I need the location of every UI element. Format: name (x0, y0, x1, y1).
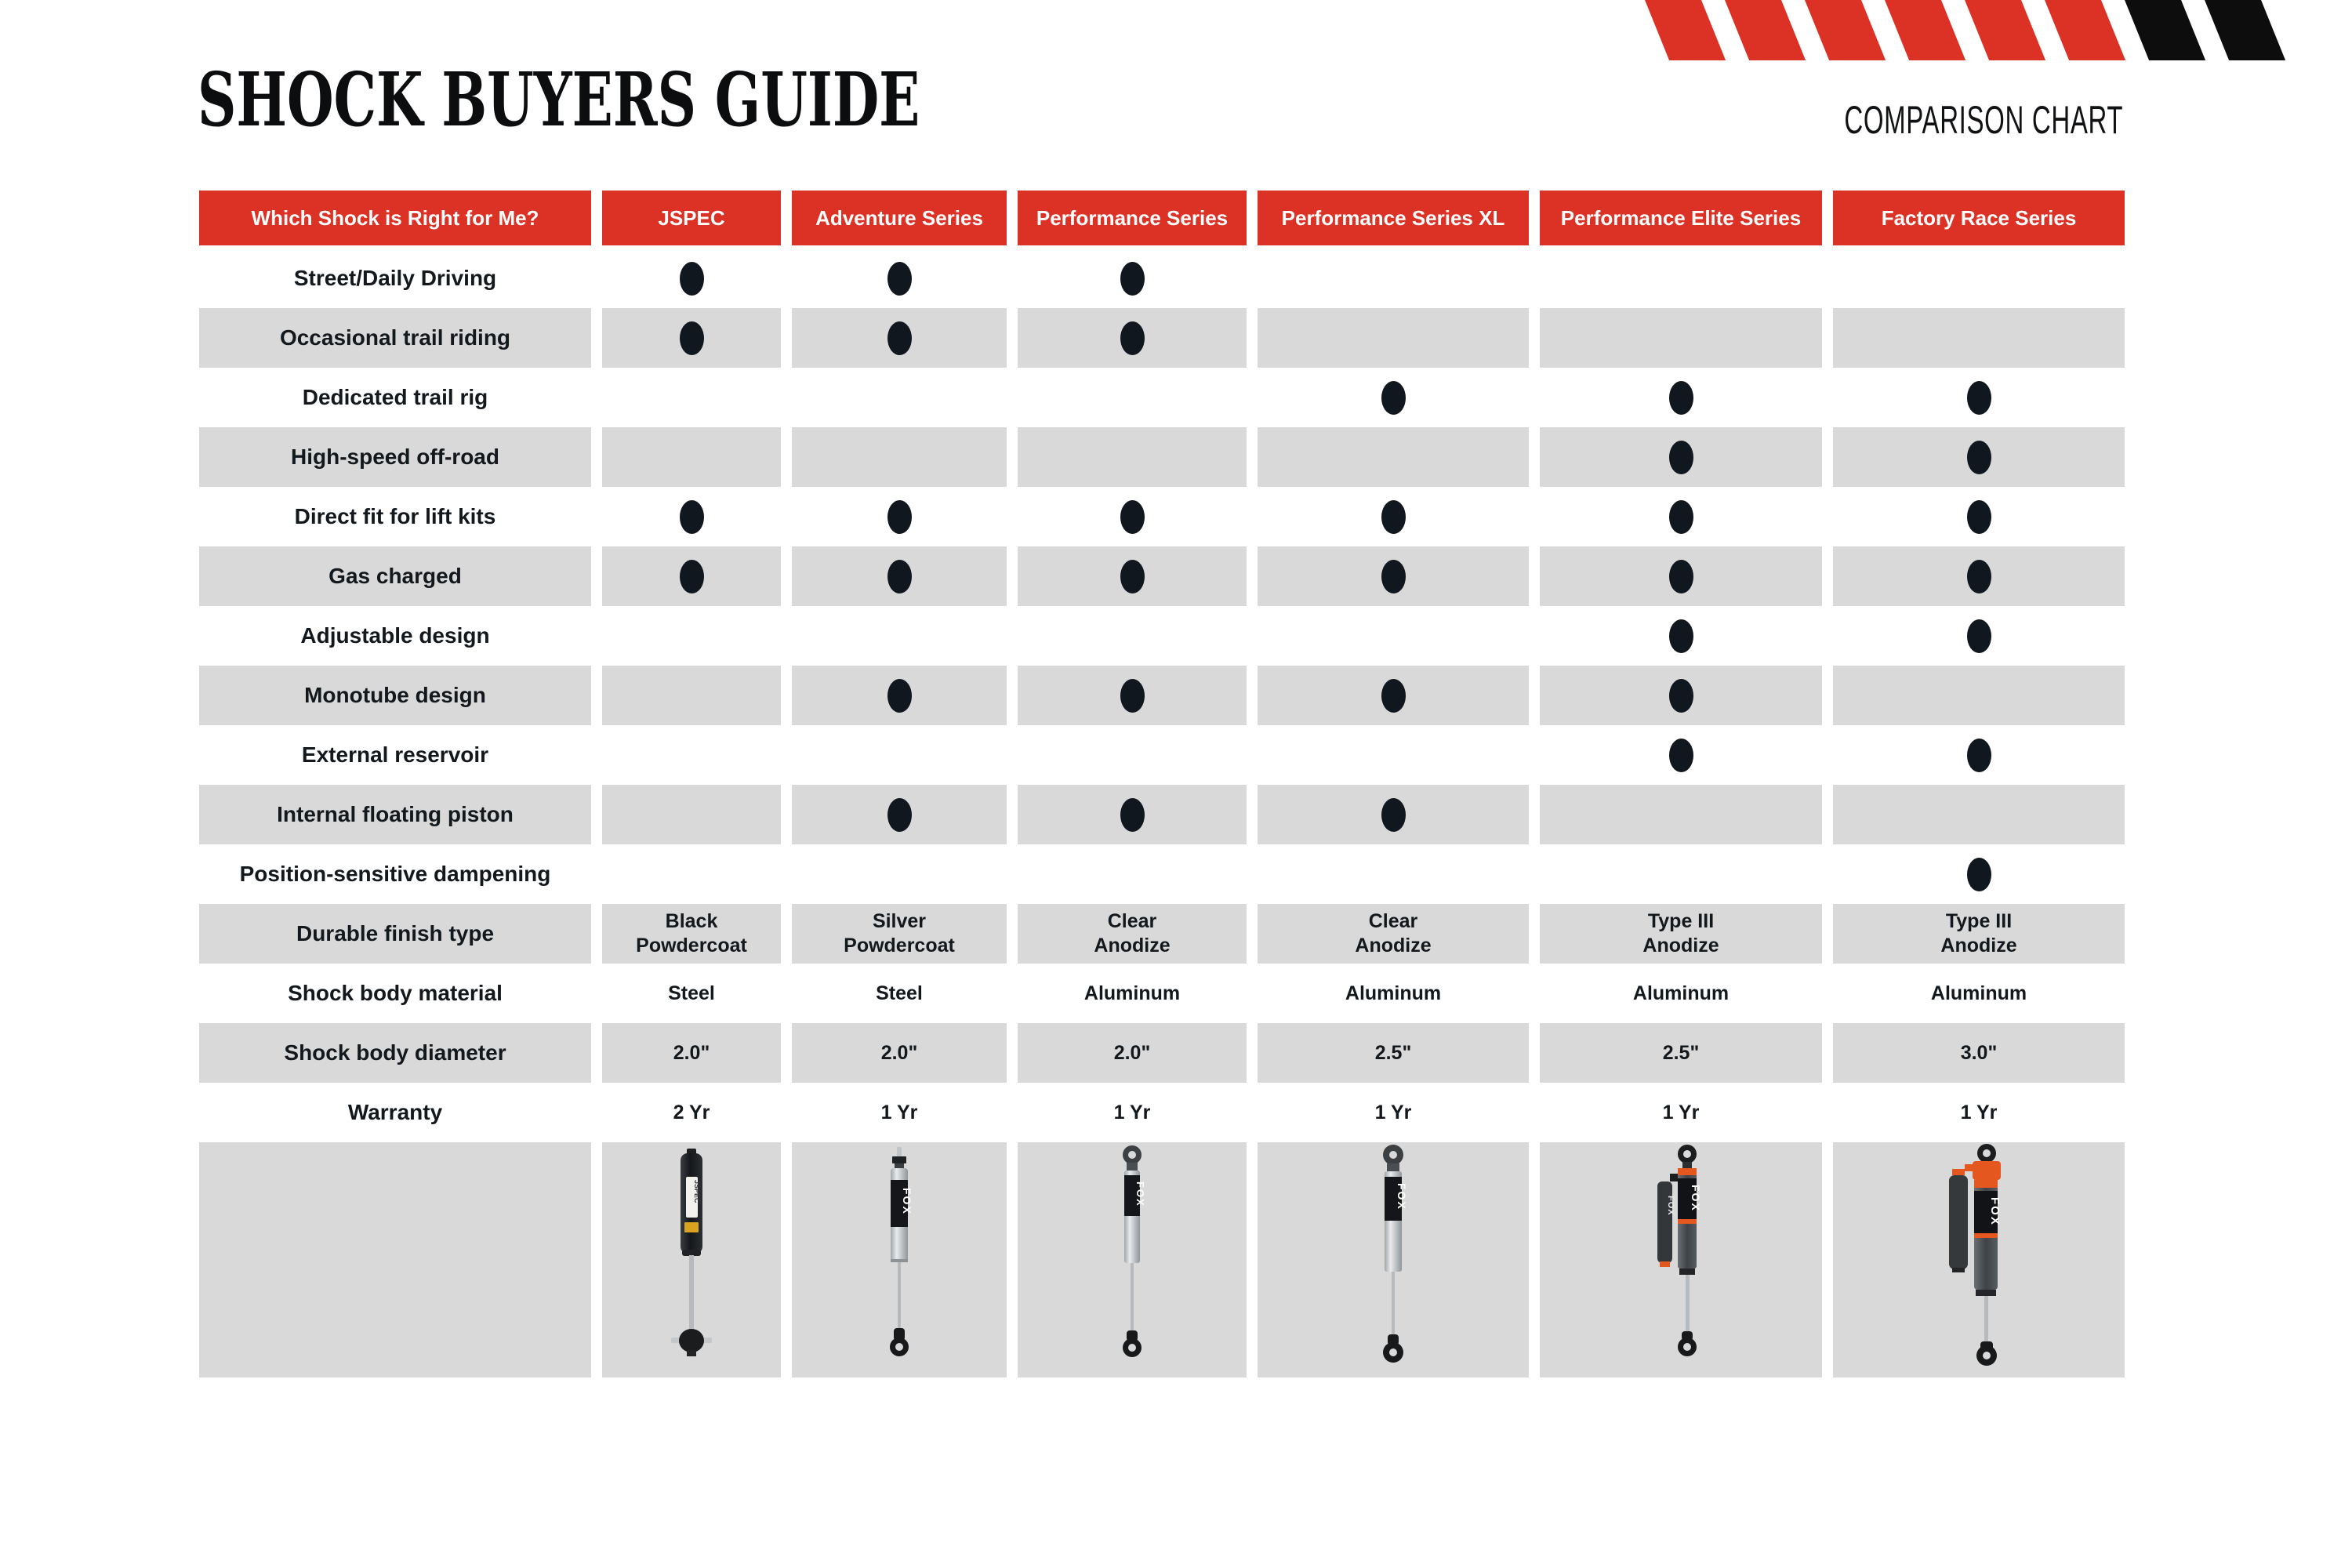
feature-dot-cell (792, 487, 1007, 546)
feature-row (199, 546, 2125, 606)
feature-label: High-speed off-road (199, 427, 591, 487)
spec-value-cell (602, 1023, 781, 1083)
filled-dot-icon (1967, 441, 1991, 474)
feature-empty-cell (602, 725, 781, 785)
svg-text:FOX: FOX (1396, 1182, 1408, 1210)
spec-value: Anodize (1355, 935, 1432, 956)
filled-dot-icon (887, 262, 912, 296)
svg-text:FOX: FOX (1690, 1184, 1702, 1212)
feature-empty-cell (1540, 308, 1822, 368)
spec-value-cell (1540, 964, 1822, 1023)
comparison-table (199, 191, 2125, 1377)
red-diagonal-stripe (1725, 0, 1806, 60)
feature-dot-cell (1540, 427, 1822, 487)
feature-dot-cell (1540, 546, 1822, 606)
spec-value: Type III (1647, 910, 1715, 932)
spec-value-cell (1018, 964, 1247, 1023)
feature-empty-cell (792, 725, 1007, 785)
red-diagonal-stripe (1645, 0, 1726, 60)
product-image-cell (792, 1142, 1007, 1377)
feature-empty-cell (1540, 249, 1822, 308)
spec-label: Durable finish type (199, 904, 591, 964)
feature-dot-cell (792, 785, 1007, 844)
spec-value-cell (1258, 964, 1529, 1023)
header-row (199, 191, 2125, 245)
filled-dot-icon (1669, 619, 1693, 653)
spec-value: 1 Yr (1374, 1101, 1412, 1123)
feature-dot-cell (1018, 785, 1247, 844)
spec-value: 1 Yr (880, 1101, 918, 1123)
spec-value: 1 Yr (1113, 1101, 1151, 1123)
feature-empty-cell (1018, 725, 1247, 785)
filled-dot-icon (1120, 560, 1145, 593)
filled-dot-icon (1120, 500, 1145, 534)
spec-row (199, 1023, 2125, 1083)
product-column-header: Performance Series XL (1258, 191, 1529, 245)
spec-value-cell (1540, 904, 1822, 964)
spec-value-cell (792, 1083, 1007, 1142)
red-diagonal-stripe (2045, 0, 2125, 60)
feature-dot-cell (1258, 785, 1529, 844)
feature-empty-cell (1258, 606, 1529, 666)
feature-dot-cell (1018, 546, 1247, 606)
spec-value: Clear (1368, 910, 1418, 932)
feature-dot-cell (1540, 666, 1822, 725)
filled-dot-icon (1381, 798, 1406, 832)
filled-dot-icon (1381, 560, 1406, 593)
spec-label: Warranty (347, 1100, 443, 1124)
spec-value: Aluminum (1083, 982, 1181, 1004)
filled-dot-icon (887, 321, 912, 355)
spec-value: Type III (1945, 910, 2013, 932)
product-image-cell (1258, 1142, 1529, 1377)
red-diagonal-stripe (1965, 0, 2045, 60)
feature-empty-cell (602, 427, 781, 487)
svg-text:FOX: FOX (1666, 1195, 1675, 1216)
spec-row (199, 1083, 2125, 1142)
feature-empty-cell (792, 368, 1007, 427)
feature-empty-cell (1833, 308, 2125, 368)
feature-row (199, 427, 2125, 487)
filled-dot-icon (887, 560, 912, 593)
feature-label: Internal floating piston (199, 785, 591, 844)
feature-dot-cell (792, 308, 1007, 368)
feature-label: Adjustable design (300, 623, 490, 648)
spec-value: 3.0" (1960, 1041, 1998, 1064)
feature-dot-cell (1540, 725, 1822, 785)
feature-label: Position-sensitive dampening (239, 862, 551, 886)
feature-dot-cell (1833, 487, 2125, 546)
spec-value: 2.5" (1374, 1041, 1412, 1064)
feature-dot-cell (1258, 368, 1529, 427)
product-column-header: JSPEC (602, 191, 781, 245)
svg-text:FOX: FOX (1134, 1181, 1146, 1207)
spec-row (199, 964, 2125, 1023)
spec-value: Aluminum (1632, 982, 1730, 1004)
stripe-decoration (1645, 0, 2352, 60)
feature-label: Direct fit for lift kits (294, 504, 496, 528)
spec-row (199, 904, 2125, 964)
spec-value: 2.5" (1662, 1041, 1700, 1064)
filled-dot-icon (1120, 679, 1145, 713)
product-column-header: Adventure Series (792, 191, 1007, 245)
filled-dot-icon (680, 321, 704, 355)
feature-empty-cell (1258, 308, 1529, 368)
filled-dot-icon (1967, 739, 1991, 772)
page-title: SHOCK BUYERS GUIDE (198, 56, 920, 143)
filled-dot-icon (1120, 321, 1145, 355)
feature-dot-cell (1258, 487, 1529, 546)
filled-dot-icon (1967, 858, 1991, 891)
feature-dot-cell (1540, 487, 1822, 546)
spec-value: Powdercoat (636, 935, 747, 956)
product-image-cell (1833, 1142, 2125, 1377)
feature-row (199, 785, 2125, 844)
feature-dot-cell (602, 308, 781, 368)
feature-dot-cell (602, 546, 781, 606)
feature-empty-cell (602, 368, 781, 427)
filled-dot-icon (1967, 560, 1991, 593)
feature-empty-cell (1833, 785, 2125, 844)
red-diagonal-stripe (1885, 0, 1965, 60)
performance-series-xl-shock-image (1334, 1144, 1452, 1377)
spec-value-cell (1258, 1023, 1529, 1083)
spec-value: 1 Yr (1960, 1101, 1998, 1123)
feature-empty-cell (1258, 427, 1529, 487)
feature-dot-cell (1833, 844, 2125, 904)
filled-dot-icon (680, 262, 704, 296)
adventure-series-shock-image (840, 1144, 958, 1377)
spec-value-cell (1258, 1083, 1529, 1142)
spec-value-cell (602, 964, 781, 1023)
feature-dot-cell (792, 249, 1007, 308)
black-diagonal-stripe (2125, 0, 2205, 60)
feature-dot-cell (1018, 666, 1247, 725)
spec-value-cell (602, 1083, 781, 1142)
feature-dot-cell (1833, 368, 2125, 427)
feature-empty-cell (1018, 844, 1247, 904)
spec-label: Shock body diameter (199, 1023, 591, 1083)
filled-dot-icon (1120, 798, 1145, 832)
feature-empty-cell (792, 427, 1007, 487)
svg-text:JSPEC: JSPEC (693, 1179, 701, 1203)
svg-text:FOX: FOX (901, 1187, 913, 1215)
product-column-header: Factory Race Series (1833, 191, 2125, 245)
spec-value-cell (1833, 964, 2125, 1023)
spec-value-cell (1833, 1023, 2125, 1083)
spec-value: Steel (876, 982, 923, 1004)
feature-label: Occasional trail riding (199, 308, 591, 368)
feature-row (199, 249, 2125, 308)
spec-value: Steel (668, 982, 715, 1004)
feature-dot-cell (1540, 606, 1822, 666)
feature-dot-cell (792, 666, 1007, 725)
feature-dot-cell (1540, 368, 1822, 427)
spec-value-cell (1833, 1083, 2125, 1142)
spec-value-cell (1258, 904, 1529, 964)
feature-empty-cell (602, 844, 781, 904)
spec-value: Black (665, 910, 718, 932)
spec-value-cell (1018, 1023, 1247, 1083)
spec-value-cell (1018, 1083, 1247, 1142)
filled-dot-icon (887, 679, 912, 713)
feature-empty-cell (1540, 844, 1822, 904)
spec-value-cell (602, 904, 781, 964)
filled-dot-icon (887, 798, 912, 832)
product-row-label-cell (199, 1142, 591, 1377)
black-diagonal-stripe (2205, 0, 2285, 60)
spec-value: 2 Yr (673, 1101, 710, 1123)
feature-column-header: Which Shock is Right for Me? (199, 191, 591, 245)
feature-row (199, 606, 2125, 666)
performance-elite-series-shock-image (1622, 1144, 1740, 1377)
feature-row (199, 725, 2125, 785)
filled-dot-icon (1669, 739, 1693, 772)
spec-value: Anodize (1940, 935, 2017, 956)
feature-empty-cell (1833, 666, 2125, 725)
feature-row (199, 308, 2125, 368)
feature-dot-cell (792, 546, 1007, 606)
feature-empty-cell (1018, 606, 1247, 666)
product-column-header: Performance Series (1018, 191, 1247, 245)
filled-dot-icon (1669, 679, 1693, 713)
feature-label: Gas charged (199, 546, 591, 606)
svg-text:FOX: FOX (1988, 1196, 2002, 1226)
feature-dot-cell (1258, 666, 1529, 725)
product-column-header: Performance Elite Series (1540, 191, 1822, 245)
filled-dot-icon (1967, 619, 1991, 653)
feature-label: Street/Daily Driving (293, 266, 497, 290)
spec-value-cell (1540, 1023, 1822, 1083)
feature-empty-cell (792, 844, 1007, 904)
feature-dot-cell (1833, 427, 2125, 487)
feature-row (199, 368, 2125, 427)
spec-value-cell (1833, 904, 2125, 964)
spec-value: 2.0" (880, 1041, 918, 1064)
feature-dot-cell (1018, 308, 1247, 368)
feature-label: Dedicated trail rig (302, 385, 488, 409)
feature-empty-cell (602, 666, 781, 725)
feature-empty-cell (1258, 725, 1529, 785)
spec-value: Aluminum (1930, 982, 2027, 1004)
feature-empty-cell (1833, 249, 2125, 308)
factory-race-series-shock-image (1920, 1144, 2038, 1377)
feature-dot-cell (602, 487, 781, 546)
filled-dot-icon (1381, 381, 1406, 415)
feature-dot-cell (602, 249, 781, 308)
feature-row (199, 666, 2125, 725)
spec-value: Powdercoat (844, 935, 955, 956)
filled-dot-icon (1381, 500, 1406, 534)
spec-value-cell (792, 964, 1007, 1023)
filled-dot-icon (1669, 441, 1693, 474)
feature-empty-cell (1018, 368, 1247, 427)
feature-dot-cell (1018, 249, 1247, 308)
spec-value-cell (1018, 904, 1247, 964)
filled-dot-icon (680, 560, 704, 593)
spec-value: 1 Yr (1662, 1101, 1700, 1123)
spec-value-cell (1540, 1083, 1822, 1142)
page-subtitle: COMPARISON CHART (1844, 98, 2123, 142)
spec-value: Clear (1107, 910, 1157, 932)
spec-value-cell (792, 904, 1007, 964)
product-image-row (199, 1142, 2125, 1377)
spec-value: Aluminum (1345, 982, 1442, 1004)
spec-value: 2.0" (1113, 1041, 1151, 1064)
filled-dot-icon (1669, 500, 1693, 534)
feature-empty-cell (1018, 427, 1247, 487)
feature-empty-cell (792, 606, 1007, 666)
product-image-cell (1540, 1142, 1822, 1377)
product-image-cell (1018, 1142, 1247, 1377)
filled-dot-icon (887, 500, 912, 534)
feature-label: External reservoir (301, 742, 489, 767)
feature-empty-cell (1258, 249, 1529, 308)
feature-empty-cell (602, 785, 781, 844)
feature-dot-cell (1833, 725, 2125, 785)
spec-value: 2.0" (673, 1041, 710, 1064)
spec-value-cell (792, 1023, 1007, 1083)
feature-dot-cell (1833, 606, 2125, 666)
filled-dot-icon (1967, 381, 1991, 415)
red-diagonal-stripe (1805, 0, 1886, 60)
performance-series-shock-image (1073, 1144, 1191, 1377)
filled-dot-icon (1967, 500, 1991, 534)
filled-dot-icon (1669, 560, 1693, 593)
filled-dot-icon (1669, 381, 1693, 415)
spec-value: Anodize (1642, 935, 1719, 956)
feature-row (199, 487, 2125, 546)
filled-dot-icon (680, 500, 704, 534)
filled-dot-icon (1120, 262, 1145, 296)
feature-dot-cell (1833, 546, 2125, 606)
feature-row (199, 844, 2125, 904)
spec-label: Shock body material (288, 981, 503, 1005)
feature-dot-cell (1018, 487, 1247, 546)
spec-value: Anodize (1094, 935, 1171, 956)
jspec-shock-image (633, 1144, 750, 1377)
filled-dot-icon (1381, 679, 1406, 713)
feature-label: Monotube design (199, 666, 591, 725)
feature-empty-cell (602, 606, 781, 666)
feature-empty-cell (1258, 844, 1529, 904)
product-image-cell (602, 1142, 781, 1377)
spec-value: Silver (872, 910, 927, 932)
feature-dot-cell (1258, 546, 1529, 606)
feature-empty-cell (1540, 785, 1822, 844)
